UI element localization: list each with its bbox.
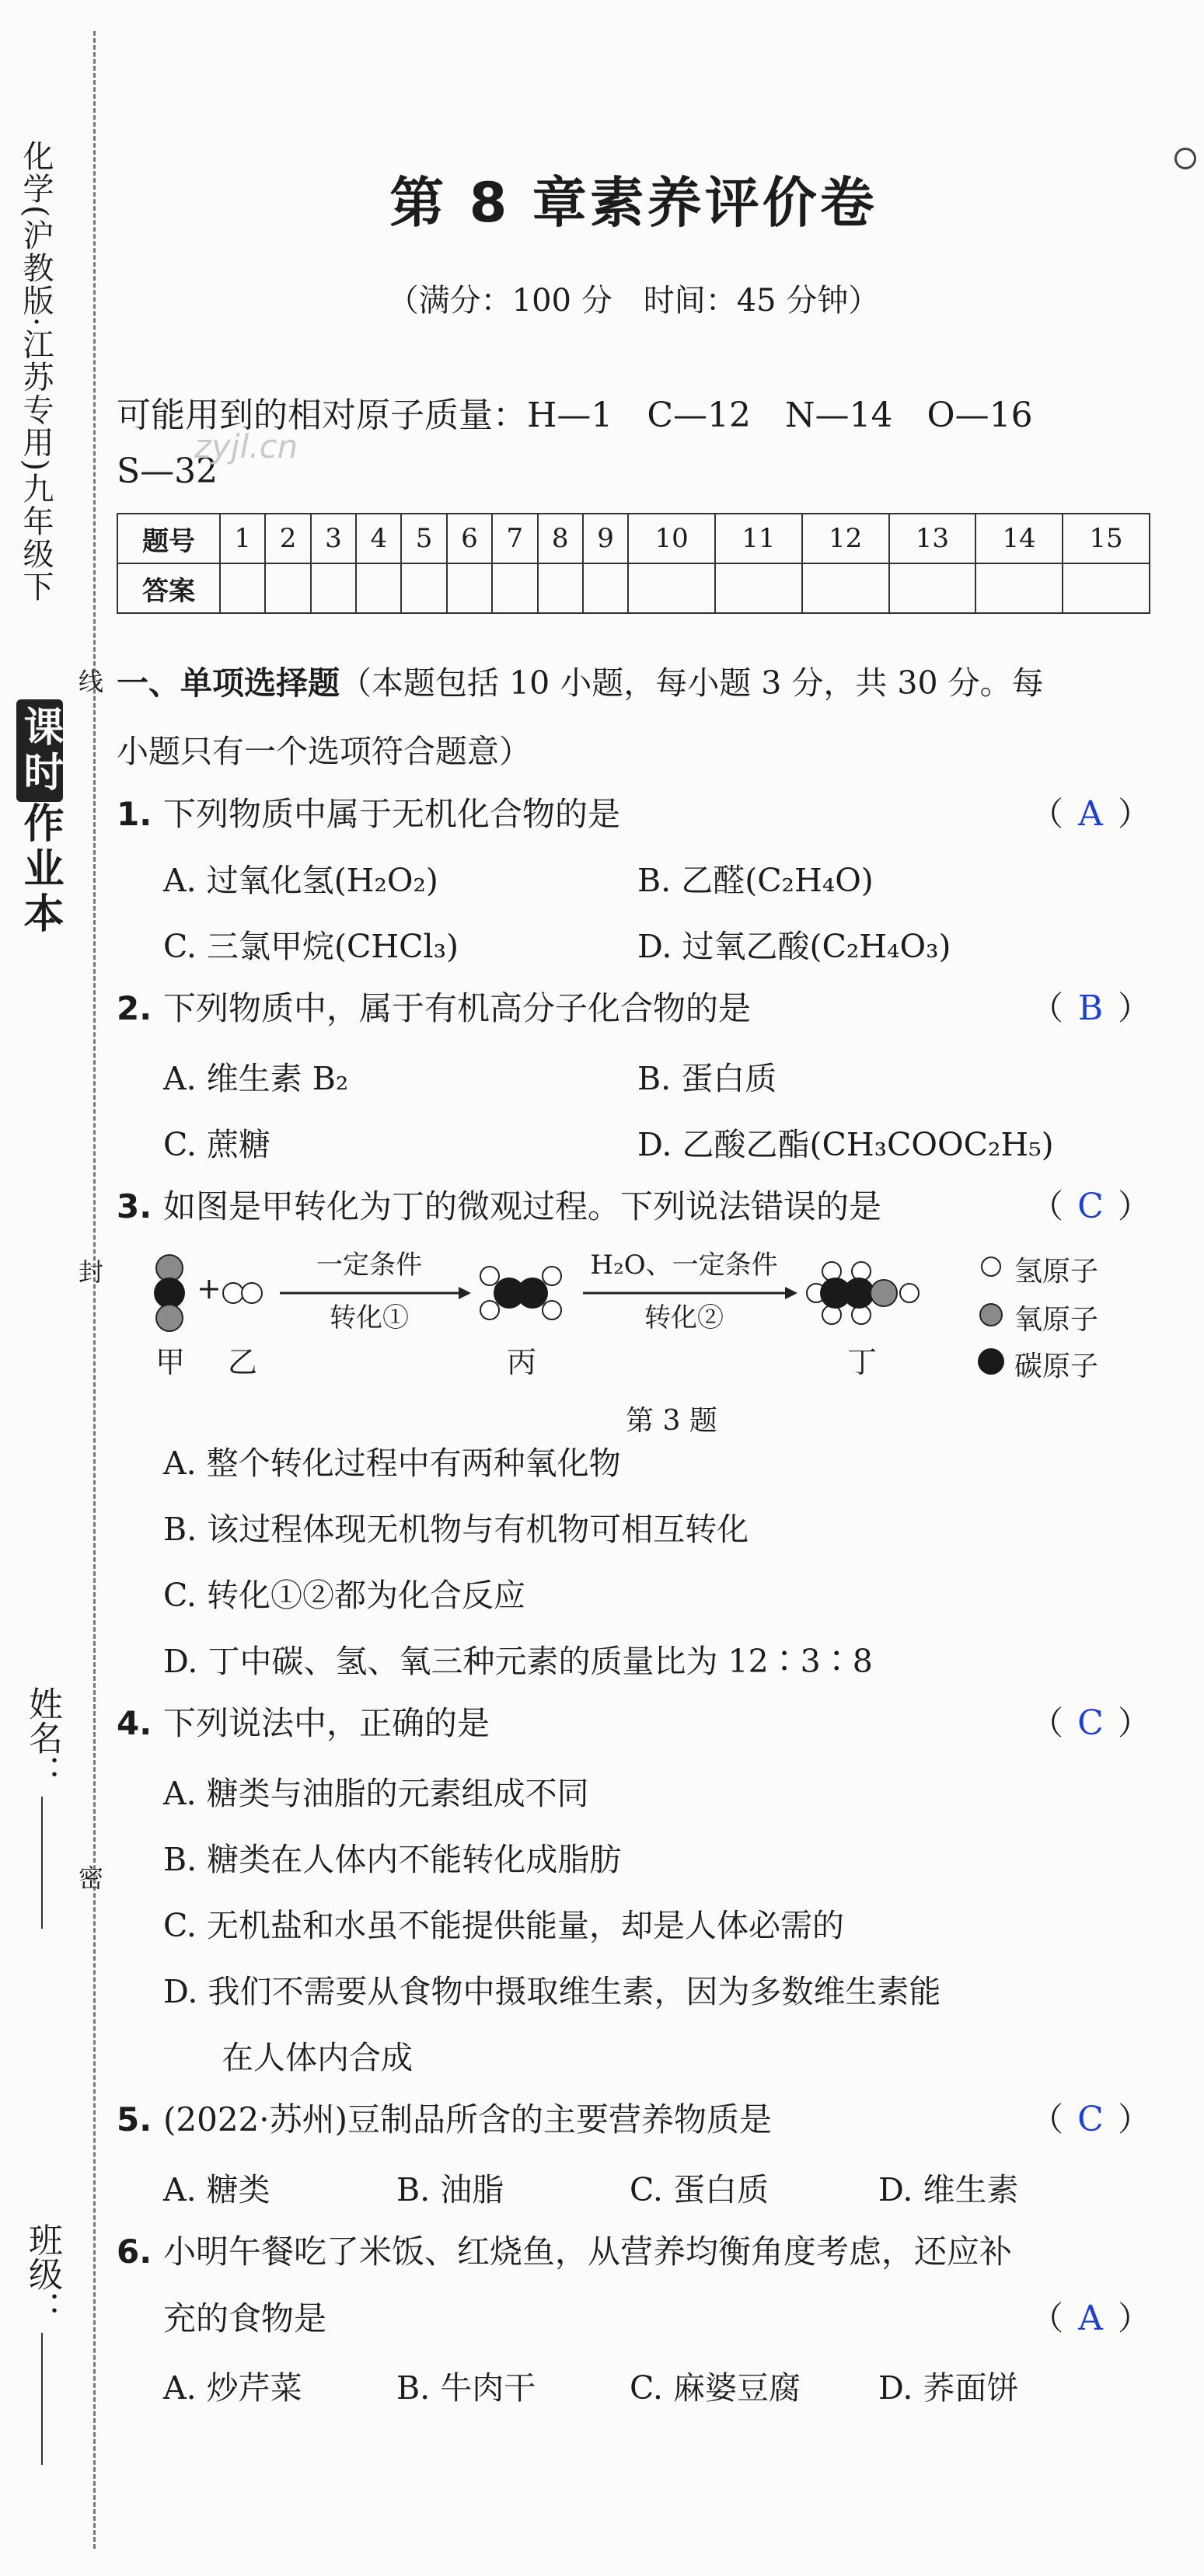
plus-sign: + — [197, 1271, 222, 1305]
question-stem-continued: 充的食物是 — [163, 2299, 327, 2337]
hydrogen-atom — [543, 1267, 561, 1285]
atomic-masses-line1: 可能用到的相对原子质量：H—1 C—12 N—14 O—16 — [117, 396, 1033, 435]
question-stem: (2022·苏州)豆制品所含的主要营养物质是 — [163, 2100, 773, 2139]
answer-paren: （ C ） — [1031, 2086, 1150, 2153]
question-number: 4. — [117, 1704, 152, 1742]
option-c: C. 转化①②都为化合反应 — [163, 1577, 525, 1614]
legend-hydrogen: 氢原子 — [1014, 1256, 1099, 1288]
page-subtitle: （满分：100 分 时间：45 分钟） — [387, 283, 880, 319]
answer-cell[interactable] — [447, 563, 492, 613]
hydrogen-atom — [543, 1301, 561, 1319]
arrow-2-head — [785, 1287, 797, 1299]
answer-cell[interactable] — [583, 563, 628, 613]
question-stem: 如图是甲转化为丁的微观过程。下列说法错误的是 — [163, 1187, 882, 1225]
legend-oxygen-icon — [980, 1304, 1002, 1326]
answer-cell[interactable] — [628, 563, 715, 613]
hydrogen-atom — [480, 1267, 499, 1285]
carbon-atom — [517, 1278, 548, 1309]
label-bing: 丙 — [507, 1345, 537, 1379]
answer-cell[interactable] — [492, 563, 537, 613]
option-c: C. 蔗糖 — [163, 1126, 270, 1163]
reaction-diagram — [148, 1243, 1150, 1437]
question-number-cell: 3 — [311, 514, 356, 563]
answer-cell[interactable] — [311, 563, 356, 613]
option-b: B. 牛肉干 — [396, 2369, 536, 2407]
option-b: B. 乙醛(C₂H₄O) — [637, 862, 874, 899]
question-number: 6. — [117, 2233, 152, 2271]
answer-cell[interactable] — [265, 563, 310, 613]
label-ding: 丁 — [847, 1345, 878, 1379]
question-3 — [117, 1173, 1150, 1240]
question-number-cell: 15 — [1063, 514, 1150, 563]
hydrogen-atom — [900, 1284, 919, 1302]
legend-carbon-icon — [978, 1348, 1004, 1375]
legend-carbon: 碳原子 — [1014, 1351, 1099, 1382]
option-a: A. 维生素 B₂ — [163, 1060, 349, 1097]
question-number-cell: 14 — [975, 514, 1063, 563]
label-yi: 乙 — [228, 1345, 258, 1379]
option-d: D. 乙酸乙酯(CH₃COOC₂H₅) — [637, 1126, 1054, 1163]
figure-caption: 第 3 题 — [626, 1405, 717, 1437]
book-series — [11, 699, 69, 937]
cut-line — [93, 31, 96, 2549]
option-a: A. 糖类与油脂的元素组成不同 — [163, 1775, 589, 1812]
question-number-cell: 7 — [492, 514, 537, 563]
question-number: 2. — [117, 989, 152, 1027]
question-number-cell: 12 — [802, 514, 889, 563]
answer-cell[interactable] — [356, 563, 401, 613]
watermark: zyjl.cn — [194, 427, 298, 465]
option-c: C. 三氯甲烷(CHCl₃) — [163, 928, 459, 965]
question-number-cell: 13 — [889, 514, 976, 563]
arrow-2-label: 转化② — [644, 1302, 724, 1333]
option-d-continued: 在人体内合成 — [222, 2039, 413, 2076]
question-1 — [117, 781, 1150, 848]
class-blank[interactable] — [41, 2333, 43, 2465]
name-label: 姓名： — [23, 1686, 62, 1789]
page-title: 第 8 章素养评价卷 — [389, 171, 878, 235]
answer-cell[interactable] — [715, 563, 802, 613]
option-a: A. 糖类 — [163, 2171, 270, 2208]
oxygen-atom — [156, 1255, 183, 1281]
answer-table-header: 题号 — [117, 514, 220, 563]
question-number: 1. — [117, 795, 152, 833]
punch-hole-icon — [1174, 148, 1196, 169]
answer-cell[interactable] — [975, 563, 1063, 613]
question-5 — [117, 2086, 1150, 2153]
question-number-cell: 4 — [356, 514, 401, 563]
option-d: D. 丁中碳、氢、氧三种元素的质量比为 12∶3∶8 — [163, 1643, 873, 1680]
question-stem: 下列说法中，正确的是 — [163, 1704, 490, 1742]
option-d: D. 我们不需要从食物中摄取维生素，因为多数维生素能 — [163, 1973, 941, 2010]
question-number: 5. — [117, 2100, 152, 2139]
section-desc-1: （本题包括 10 小题，每小题 3 分，共 30 分。每 — [340, 664, 1044, 702]
question-2 — [117, 975, 1150, 1042]
answer-cell[interactable] — [802, 563, 889, 613]
hydrogen-atom — [242, 1283, 262, 1303]
answer-paren: （ A ） — [1031, 2285, 1150, 2352]
option-c: C. 麻婆豆腐 — [630, 2369, 801, 2407]
answer-paren: （ A ） — [1031, 781, 1150, 848]
name-field[interactable] — [17, 1686, 67, 1929]
hydrogen-atom — [223, 1283, 243, 1303]
section-title: 一、单项选择题 — [117, 664, 340, 702]
arrow-2-condition: H₂O、一定条件 — [590, 1250, 778, 1281]
option-b: B. 该过程体现无机物与有机物可相互转化 — [163, 1511, 749, 1548]
question-number-cell: 9 — [583, 514, 628, 563]
question-stem: 小明午餐吃了米饭、红烧鱼，从营养均衡角度考虑，还应补 — [163, 2233, 1013, 2271]
legend-oxygen: 氧原子 — [1014, 1304, 1099, 1336]
series-logo: 课时 — [16, 699, 63, 802]
arrow-1-head — [459, 1287, 471, 1299]
margin-mark-secret: 密 — [75, 1865, 104, 1890]
section-desc-2: 小题只有一个选项符合题意） — [117, 733, 531, 770]
hydrogen-atom — [480, 1301, 499, 1319]
question-number-cell: 1 — [220, 514, 265, 563]
answer-paren: （ B ） — [1031, 975, 1150, 1042]
label-jia: 甲 — [155, 1345, 186, 1379]
answer-table-answer-row — [117, 563, 1150, 613]
answer-cell[interactable] — [889, 563, 976, 613]
answer-mark: C — [1077, 1187, 1104, 1226]
question-number-cell: 6 — [447, 514, 492, 563]
question-stem: 下列物质中属于无机化合物的是 — [163, 795, 621, 833]
question-number-cell: 10 — [628, 514, 715, 563]
name-blank[interactable] — [41, 1797, 43, 1929]
oxygen-atom — [871, 1280, 897, 1306]
margin-mark-seal: 封 — [75, 1259, 104, 1284]
option-d: D. 维生素 — [878, 2171, 1019, 2208]
option-d: D. 荞面饼 — [878, 2369, 1019, 2407]
option-a: A. 整个转化过程中有两种氧化物 — [163, 1445, 621, 1482]
option-c: C. 蛋白质 — [630, 2171, 769, 2208]
class-field[interactable] — [17, 2222, 67, 2465]
question-number-cell: 8 — [538, 514, 583, 563]
option-b: B. 糖类在人体内不能转化成脂肪 — [163, 1841, 622, 1878]
option-c: C. 无机盐和水虽不能提供能量，却是人体必需的 — [163, 1907, 844, 1944]
atomic-masses-line2: S—32 — [117, 451, 218, 491]
question-number: 3. — [117, 1187, 152, 1225]
margin-mark-line: 线 — [75, 668, 104, 693]
answer-cell[interactable] — [1063, 563, 1150, 613]
option-d: D. 过氧乙酸(C₂H₄O₃) — [637, 928, 951, 965]
question-stem: 下列物质中，属于有机高分子化合物的是 — [163, 989, 752, 1027]
class-label: 班级： — [23, 2222, 62, 2325]
answer-paren: （ C ） — [1031, 1173, 1150, 1240]
section-heading — [117, 649, 1150, 786]
arrow-1-condition: 一定条件 — [316, 1250, 422, 1281]
oxygen-atom — [156, 1305, 183, 1331]
answer-mark: A — [1078, 794, 1103, 834]
legend-hydrogen-icon — [982, 1257, 1000, 1276]
book-info: 化学(沪教版·江苏专用)九年级下 — [18, 140, 54, 603]
question-number-cell: 5 — [401, 514, 446, 563]
answer-table — [117, 513, 1150, 614]
series-name: 作业本 — [16, 802, 63, 937]
option-a: A. 过氧化氢(H₂O₂) — [163, 862, 438, 899]
option-a: A. 炒芹菜 — [163, 2369, 302, 2407]
answer-cell[interactable] — [538, 563, 583, 613]
answer-mark: C — [1077, 1703, 1104, 1743]
option-b: B. 蛋白质 — [637, 1060, 777, 1097]
answer-row-header: 答案 — [117, 563, 220, 613]
question-number-cell: 2 — [265, 514, 310, 563]
option-b: B. 油脂 — [396, 2171, 504, 2208]
answer-mark: A — [1078, 2299, 1103, 2338]
answer-paren: （ C ） — [1031, 1690, 1150, 1757]
answer-cell[interactable] — [220, 563, 265, 613]
answer-mark: C — [1077, 2100, 1104, 2139]
binding-margin — [0, 0, 104, 2576]
question-number-cell: 11 — [715, 514, 802, 563]
arrow-1-label: 转化① — [330, 1302, 409, 1333]
answer-cell[interactable] — [401, 563, 446, 613]
answer-mark: B — [1077, 988, 1104, 1028]
answer-table-number-row — [117, 514, 1150, 563]
question-6 — [117, 2219, 1150, 2352]
question-4 — [117, 1690, 1150, 1757]
